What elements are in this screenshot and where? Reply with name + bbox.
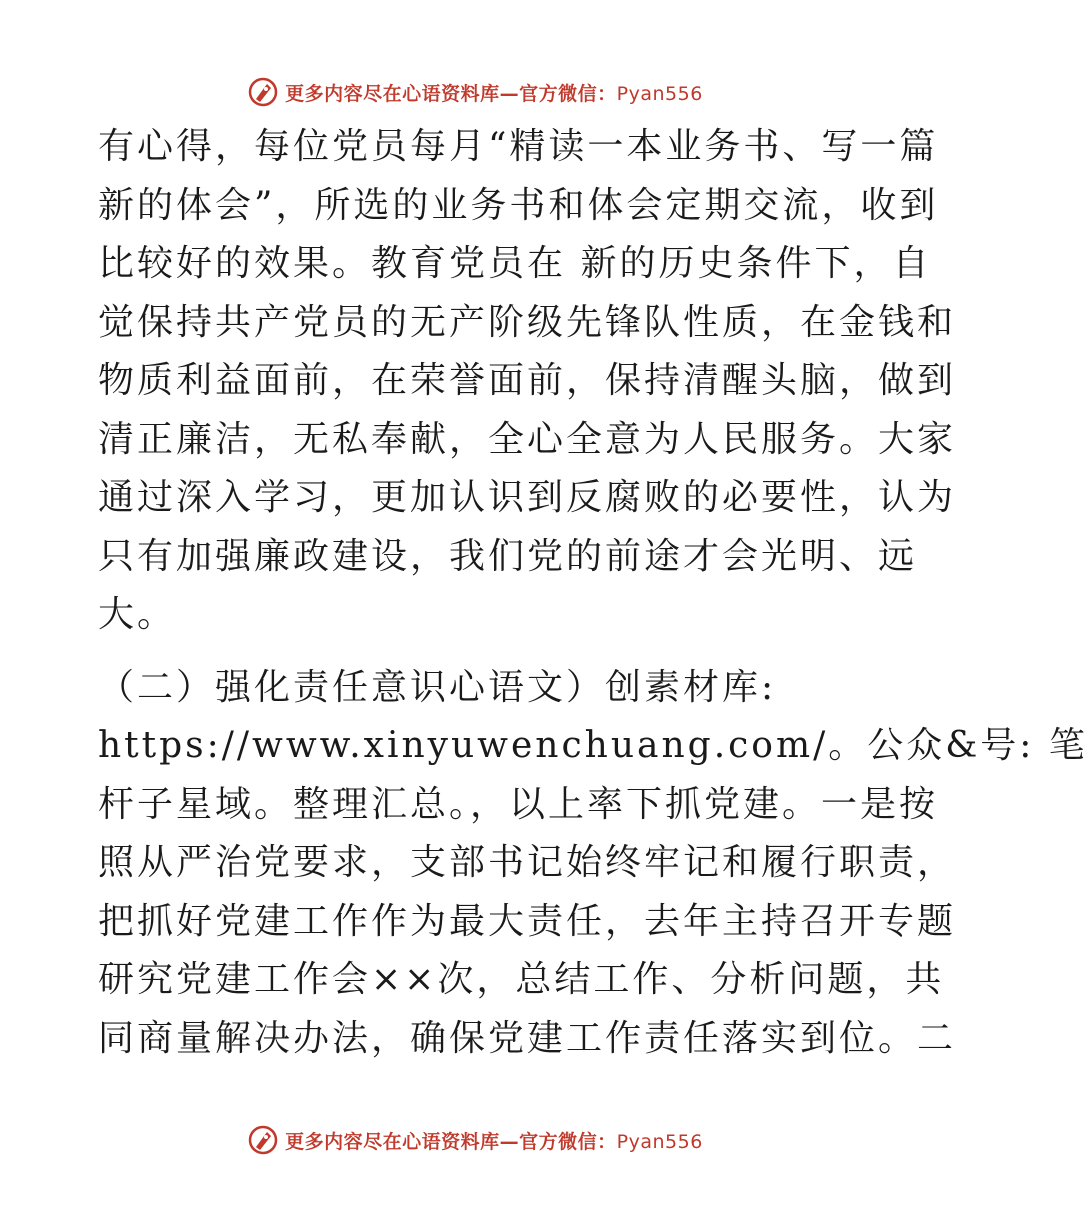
text-line: 大。: [98, 594, 177, 635]
section-heading-line: （二）强化责任意识心语文）创素材库:: [98, 666, 777, 708]
paragraph-2: [98, 659, 1088, 1069]
text-line: https://www.xinyuwenchuang.com/。公众&号: 笔: [98, 725, 1088, 766]
header-banner: [0, 72, 950, 112]
text-line: 照从严治党要求，支部书记始终牢记和履行职责，: [98, 842, 957, 883]
text-line: 新的体会”，所选的业务书和体会定期交流，收到: [98, 184, 939, 226]
pen-nib-logo-icon: [247, 1124, 279, 1156]
text-line: 清正廉洁，无私奉献，全心全意为人民服务。大家: [98, 418, 957, 460]
text-line: 比较好的效果。教育党员在 新的历史条件下，自: [98, 243, 932, 284]
paragraph-1: [98, 118, 957, 645]
text-line: 只有加强廉政建设，我们党的前途才会光明、远: [98, 535, 918, 577]
text-line: 觉保持共产党员的无产阶级先锋队性质，在金钱和: [98, 301, 957, 343]
footer-wechat-id: Pyan556: [616, 1130, 703, 1153]
text-line: 物质利益面前，在荣誉面前，保持清醒头脑，做到: [98, 360, 957, 401]
footer-banner: [0, 1120, 950, 1160]
footer-banner-text: 更多内容尽在心语资料库—官方微信：Pyan556: [285, 1130, 703, 1153]
document-body: [98, 118, 1088, 1068]
text-line: 研究党建工作会××次，总结工作、分析问题，共: [98, 959, 945, 1000]
text-line: 有心得，每位党员每月“精读一本业务书、写一篇: [98, 126, 939, 167]
header-banner-text: 更多内容尽在心语资料库—官方微信：Pyan556: [285, 82, 703, 105]
text-line: 通过深入学习，更加认识到反腐败的必要性，认为: [98, 477, 957, 518]
text-line: 杆子星域。整理汇总。，以上率下抓党建。一是按: [98, 783, 939, 825]
header-wechat-id: Pyan556: [616, 82, 703, 105]
text-line: 把抓好党建工作作为最大责任，去年主持召开专题: [98, 900, 957, 942]
pen-nib-logo-icon: [247, 76, 279, 108]
text-line: 同商量解决办法，确保党建工作责任落实到位。二: [98, 1017, 957, 1059]
